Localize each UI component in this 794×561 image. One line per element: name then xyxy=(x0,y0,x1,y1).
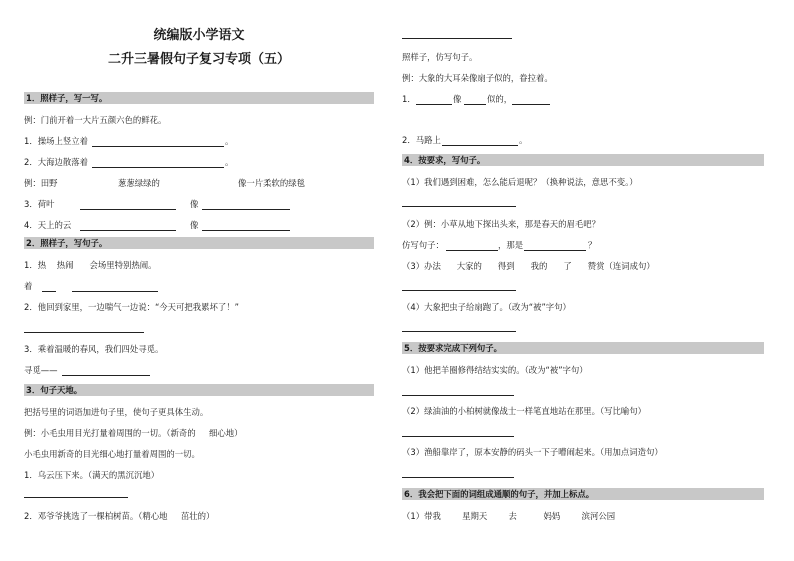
s4-q3-answer-line[interactable] xyxy=(402,290,516,291)
section-1-heading: 1．照样子，写一写。 xyxy=(24,92,374,104)
section-2-heading: 2．照样子，写句子。 xyxy=(24,237,374,249)
s1-example-2-c: 像一片柔软的绿毯 xyxy=(238,178,305,188)
s1-question-4: 4．天上的云 xyxy=(24,220,72,230)
s5-question-1: （1）他把羊圈修得结结实实的。（改为“被”字句） xyxy=(402,365,588,375)
s1-question-3: 3．荷叶 xyxy=(24,199,55,209)
r-question-2: 2．马路上 xyxy=(402,135,441,145)
s1-q4-line-1[interactable] xyxy=(80,230,176,231)
s1-q3-like: 像 xyxy=(190,199,199,209)
s2-question-3: 3．乘着温暖的春风，我们四处寻觅。 xyxy=(24,344,164,354)
s3-example: 例：小毛虫用目光打量着周围的一切。（新奇的 细心地） xyxy=(24,428,243,438)
r-top-answer-line[interactable] xyxy=(402,38,512,39)
s4-question-1: （1）我们遇到困难，怎么能后退呢？（换种说法，意思不变。） xyxy=(402,177,638,187)
s2-q2-answer-line[interactable] xyxy=(24,332,144,333)
section-4-heading: 4．按要求，写句子。 xyxy=(402,154,764,166)
s1-question-2: 2．大海边散落着 xyxy=(24,157,88,167)
s1-q2-end: 。 xyxy=(225,157,234,167)
s5-question-3: （3）渔船靠岸了，原本安静的码头一下子嘈闹起来。（用加点词造句） xyxy=(402,447,663,457)
s2-question-2: 2．他回到家里，一边喘气一边说：“今天可把我累坏了！” xyxy=(24,302,240,312)
s4-q2-imitate: 仿写句子： xyxy=(402,240,444,250)
r-q2-answer-line[interactable] xyxy=(442,145,518,146)
section-5-heading: 5．按要求完成下列句子。 xyxy=(402,342,764,354)
s5-q2-answer-line[interactable] xyxy=(402,436,514,437)
s1-q1-answer-line[interactable] xyxy=(92,146,224,147)
s2-q1-line-1[interactable] xyxy=(42,291,56,292)
document-subtitle: 二升三暑假句子复习专项（五） xyxy=(107,52,290,67)
s2-q3-answer-line[interactable] xyxy=(62,375,150,376)
s4-q2-line-1[interactable] xyxy=(446,250,498,251)
s1-q3-line-1[interactable] xyxy=(80,209,176,210)
s1-q4-like: 像 xyxy=(190,220,199,230)
s4-q2-mid: ，那是 xyxy=(498,240,524,250)
s3-intro: 把括号里的词语加进句子里，使句子更具体生动。 xyxy=(24,407,209,417)
s3-question-1: 1．乌云压下来。（满天的黑沉沉地） xyxy=(24,470,160,480)
s5-q1-answer-line[interactable] xyxy=(402,395,514,396)
s1-example: 例：门前开着一大片五颜六色的鲜花。 xyxy=(24,115,167,125)
s3-q1-answer-line[interactable] xyxy=(24,497,128,498)
s2-q3-word: 寻觅—— xyxy=(24,365,58,375)
section-3-heading: 3．句子天地。 xyxy=(24,384,374,396)
r-intro: 照样子，仿写句子。 xyxy=(402,52,478,62)
s4-question-4: （4）大象把虫子给扇跑了。（改为“被”字句） xyxy=(402,302,571,312)
r-q1-line-1[interactable] xyxy=(416,104,452,105)
r-question-1-a: 1． xyxy=(402,94,416,104)
r-q1-line-2[interactable] xyxy=(464,104,486,105)
s5-question-2: （2）绿油油的小柏树就像战士一样笔直地站在那里。（写比喻句） xyxy=(402,406,647,416)
s1-example-2-b: 葱葱绿绿的 xyxy=(118,178,160,188)
r-example: 例：大象的大耳朵像扇子似的，眷拉着。 xyxy=(402,73,553,83)
document-title: 统编版小学语文 xyxy=(153,28,245,43)
r-question-1-c: 似的， xyxy=(487,94,513,104)
r-q1-line-3[interactable] xyxy=(512,104,550,105)
s4-q4-answer-line[interactable] xyxy=(402,331,516,332)
s2-q1-word: 着 xyxy=(24,281,33,291)
r-question-2-end: 。 xyxy=(519,135,528,145)
s4-question-3: （3）办法 大家的 得到 我的 了 赞赏（连词成句） xyxy=(402,261,655,271)
s1-q4-line-2[interactable] xyxy=(202,230,290,231)
s4-q2-end: ？ xyxy=(588,240,597,250)
s4-q1-answer-line[interactable] xyxy=(402,206,516,207)
s1-q1-end: 。 xyxy=(225,136,234,146)
s1-example-2-a: 例：田野 xyxy=(24,178,58,188)
s2-question-1: 1．热 热闹 会场里特别热闹。 xyxy=(24,260,157,270)
s3-question-2: 2．邓爷爷挑选了一棵柏树苗。（精心地 茁壮的） xyxy=(24,511,215,521)
s4-q2-line-2[interactable] xyxy=(524,250,586,251)
s1-q2-answer-line[interactable] xyxy=(92,167,224,168)
s1-question-1: 1．操场上竖立着 xyxy=(24,136,88,146)
s1-q3-line-2[interactable] xyxy=(202,209,290,210)
s6-question-1: （1）带我 星期天 去 妈妈 滨河公园 xyxy=(402,511,616,521)
s5-q3-answer-line[interactable] xyxy=(402,477,514,478)
s3-answer: 小毛虫用新奇的目光细心地打量着周围的一切。 xyxy=(24,449,200,459)
s4-question-2: （2）例：小草从地下探出头来，那是春天的眉毛吧？ xyxy=(402,219,600,229)
section-6-heading: 6．我会把下面的词组成通顺的句子，并加上标点。 xyxy=(402,488,764,500)
r-question-1-b: 像 xyxy=(453,94,462,104)
s2-q1-line-2[interactable] xyxy=(72,291,158,292)
